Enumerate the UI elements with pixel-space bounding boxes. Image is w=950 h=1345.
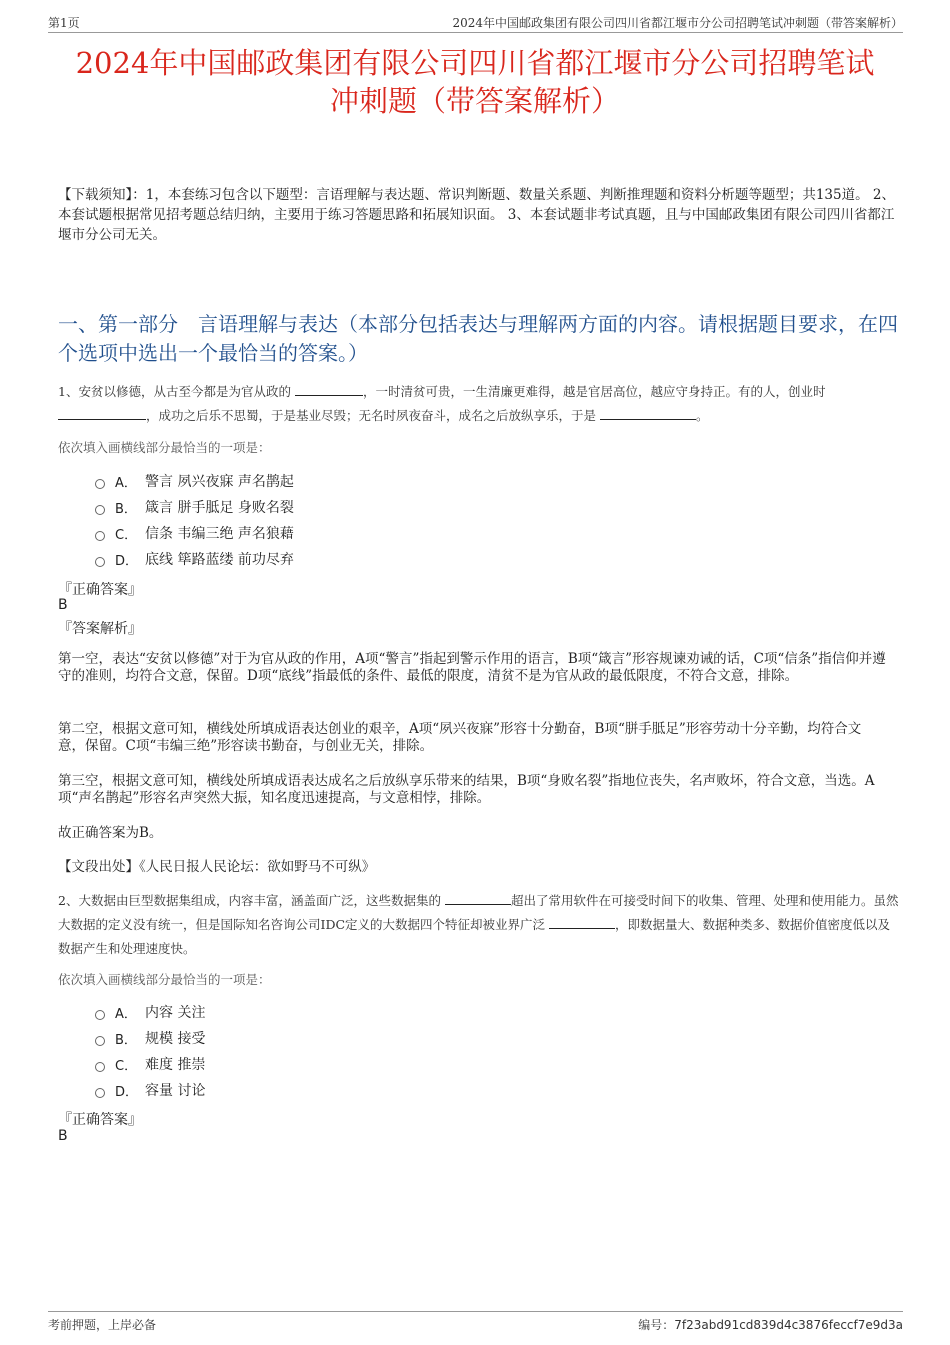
radio-icon[interactable] (95, 505, 105, 515)
option-b[interactable]: B． 规模 接受 (95, 1025, 205, 1051)
analysis-label: 『答案解析』 (58, 621, 142, 637)
footer-slogan: 考前押题，上岸必备 (48, 1318, 157, 1332)
question-1-stem: 1、安贫以修德，从古至今都是为官从政的 ，一时清贫可贵，一生清廉更难得，越是官居高位，越应守身持正。有的人，创业时，成功之后乐不思蜀，于是基业尽毁；无名时夙夜奋斗，成名之后放纵享乐，于是 。 (58, 380, 900, 428)
question-1-prompt: 依次填入画横线部分最恰当的一项是： (58, 440, 271, 455)
option-b[interactable]: B． 箴言 胼手胝足 身败名裂 (95, 494, 294, 520)
radio-icon[interactable] (95, 1062, 105, 1072)
radio-icon[interactable] (95, 1088, 105, 1098)
question-1-options (95, 468, 294, 572)
page-header (48, 14, 903, 33)
page-footer (48, 1311, 903, 1332)
section-heading: 一、第一部分 言语理解与表达（本部分包括表达与理解两方面的内容。请根据题目要求，在四个选项中选出一个最恰当的答案。） (58, 312, 898, 365)
option-a[interactable]: A． 警言 夙兴夜寐 声名鹊起 (95, 468, 294, 494)
download-notice: 【下载须知】：1，本套练习包含以下题型：言语理解与表达题、常识判断题、数量关系题、判断推理题和资料分析题等题型；共135道。 2、本套试题根据常见招考题总结归纳，主要用于练习答题思路和拓展知识面。 3、本套试题非考试真题，且与中国邮政集团有限公司四川省都江堰市分公司无关。 (58, 187, 895, 243)
analysis-paragraph: 第三空，根据文意可知，横线处所填成语表达成名之后放纵享乐带来的结果，B项“身败名裂”指地位丧失，名声败坏，符合文意，当选。A项“声名鹊起”形容名声突然大振，知名度迅速提高，与文意相悖，排除。 (58, 773, 875, 806)
answer-value: B (58, 1128, 68, 1144)
option-c[interactable]: C． 信条 韦编三绝 声名狼藉 (95, 520, 294, 546)
blank-2 (549, 914, 615, 929)
radio-icon[interactable] (95, 531, 105, 541)
option-d[interactable]: D． 底线 筚路蓝缕 前功尽弃 (95, 546, 294, 572)
document-code: 编号：7f23abd91cd839d4c3876feccf7e9d3a (638, 1318, 903, 1332)
option-a[interactable]: A． 内容 关注 (95, 999, 205, 1025)
blank-1 (445, 890, 511, 905)
title-line-1: 2024年中国邮政集团有限公司四川省都江堰市分公司招聘笔试 (75, 46, 875, 80)
blank-3 (600, 405, 696, 420)
analysis-paragraph: 第二空，根据文意可知，横线处所填成语表达创业的艰辛，A项“夙兴夜寐”形容十分勤奋，B项“胼手胝足”形容劳动十分辛勤，均符合文意，保留。C项“韦编三绝”形容读书勤奋，与创业无关，排除。 (58, 721, 862, 754)
title-line-2: 冲刺题（带答案解析） (329, 84, 620, 118)
page-number: 第1页 (48, 16, 80, 30)
radio-icon[interactable] (95, 1036, 105, 1046)
header-doc-title: 2024年中国邮政集团有限公司四川省都江堰市分公司招聘笔试冲刺题（带答案解析） (452, 16, 903, 30)
answer-label: 『正确答案』 (58, 582, 142, 598)
source-note: 【文段出处】《人民日报人民论坛：欲如野马不可纵》 (58, 859, 376, 875)
question-2-stem: 2、大数据由巨型数据集组成，内容丰富，涵盖面广泛，这些数据集的 超出了常用软件在可接受时间下的收集、管理、处理和使用能力。虽然大数据的定义没有统一，但是国际知名咨询公司IDC定义的大数据四个特征却被业界广泛 ，即数据量大、数据种类多、数据价值密度低以及数据产生和处理速度快。 (58, 889, 900, 961)
analysis-paragraph: 第一空，表达“安贫以修德”对于为官从政的作用，A项“警言”指起到警示作用的语言，B项“箴言”形容规谏劝诫的话，C项“信条”指信仰并遵守的准则，均符合文意，保留。D项“底线”指最低的条件、最低的限度，清贫不是为官从政的最低限度，不符合文意，排除。 (58, 651, 886, 684)
analysis-conclusion: 故正确答案为B。 (58, 825, 163, 841)
answer-value: B (58, 597, 68, 613)
radio-icon[interactable] (95, 1010, 105, 1020)
page-title (40, 44, 910, 120)
answer-label: 『正确答案』 (58, 1112, 142, 1128)
option-c[interactable]: C． 难度 推崇 (95, 1051, 205, 1077)
question-2-options (95, 999, 205, 1103)
blank-2 (58, 405, 146, 420)
question-2-prompt: 依次填入画横线部分最恰当的一项是： (58, 972, 271, 987)
option-d[interactable]: D． 容量 讨论 (95, 1077, 205, 1103)
radio-icon[interactable] (95, 557, 105, 567)
blank-1 (295, 381, 363, 396)
radio-icon[interactable] (95, 479, 105, 489)
